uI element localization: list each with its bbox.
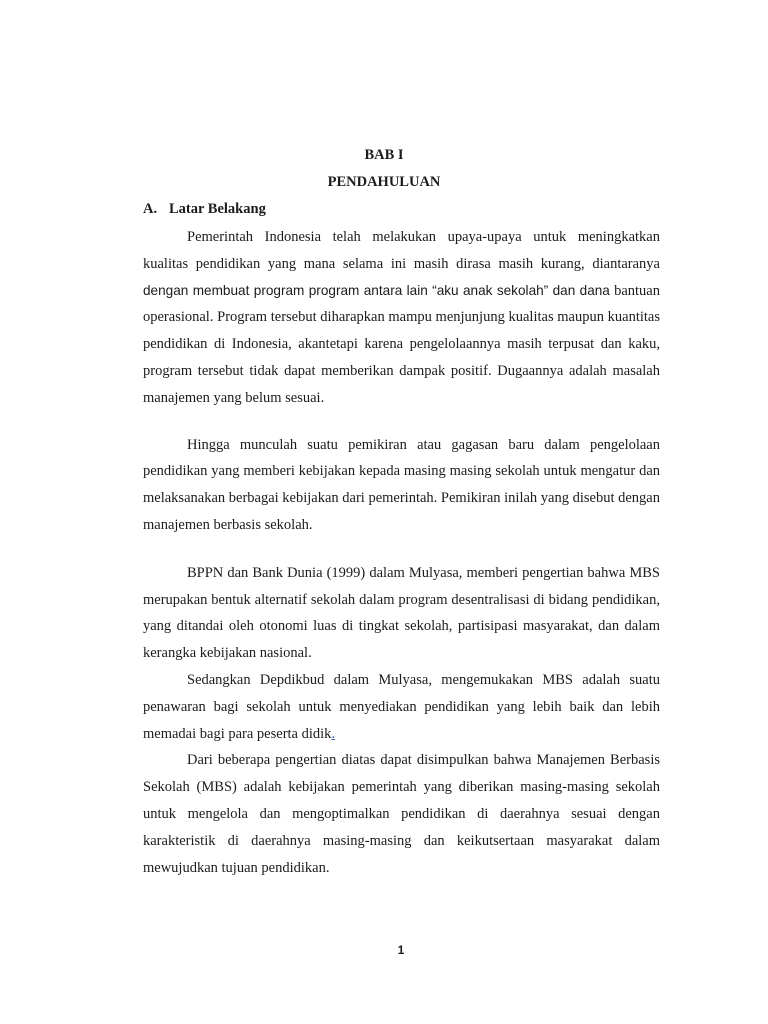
paragraph-1-part-b: dengan membuat program program antara lain “aku anak sekolah” dan dana bbox=[143, 282, 610, 298]
paragraph-1-part-a: Pemerintah Indonesia telah melakukan upaya-upaya untuk meningkatkan kualitas pendidikan yang mana selama ini masih dirasa masih kurang, diantaranya bbox=[143, 229, 660, 272]
chapter-title: PENDAHULUAN bbox=[327, 174, 441, 190]
paragraph-4 bbox=[143, 667, 660, 747]
paragraph-1-part-c: bantuan operasional. Program tersebut diharapkan mampu menjunjung kualitas maupun kuantitas pendidikan di Indonesia, akantetapi karena pengelolaannya masih terpusat dan kaku, program tersebut tidak dapat memberikan dampak positif. Dugaannya adalah masalah manajemen yang belum sesuai. bbox=[143, 282, 660, 406]
paragraph-4-text: Sedangkan Depdikbud dalam Mulyasa, mengemukakan MBS adalah suatu penawaran bagi sekolah untuk menyediakan pendidikan yang lebih baik dan lebih memadai bagi para peserta didik bbox=[143, 671, 660, 742]
section-title: Latar Belakang bbox=[169, 201, 266, 217]
page-number: 1 bbox=[397, 943, 405, 957]
paragraph-4-link-dot[interactable]: . bbox=[331, 725, 336, 742]
section-heading bbox=[143, 201, 266, 218]
body-text bbox=[143, 224, 660, 881]
paragraph-5: Dari beberapa pengertian diatas dapat disimpulkan bahwa Manajemen Berbasis Sekolah (MBS) adalah kebijakan pemerintah yang diberikan masing-masing sekolah untuk mengelola dan mengoptimalkan pendidikan di daerahnya sesuai dengan karakteristik di daerahnya masing-masing dan keikutsertaan masyarakat dalam mewujudkan tujuan pendidikan. bbox=[143, 752, 660, 876]
paragraph-3: BPPN dan Bank Dunia (1999) dalam Mulyasa, memberi pengertian bahwa MBS merupakan bentuk alternatif sekolah dalam program desentralisasi di bidang pendidikan, yang ditandai oleh otonomi luas di tingkat sekolah, partisipasi masyarakat, dan dalam kerangka kebijakan nasional. bbox=[143, 564, 660, 662]
section-number: A. bbox=[143, 201, 158, 217]
paragraph-1 bbox=[143, 224, 660, 412]
chapter-label: BAB I bbox=[364, 147, 404, 163]
paragraph-2: Hingga munculah suatu pemikiran atau gagasan baru dalam pengelolaan pendidikan yang memberi kebijakan kepada masing masing sekolah untuk mengatur dan melaksanakan berbagai kebijakan dari pemerintah. Pemikiran inilah yang disebut dengan manajemen berbasis sekolah. bbox=[143, 436, 660, 533]
